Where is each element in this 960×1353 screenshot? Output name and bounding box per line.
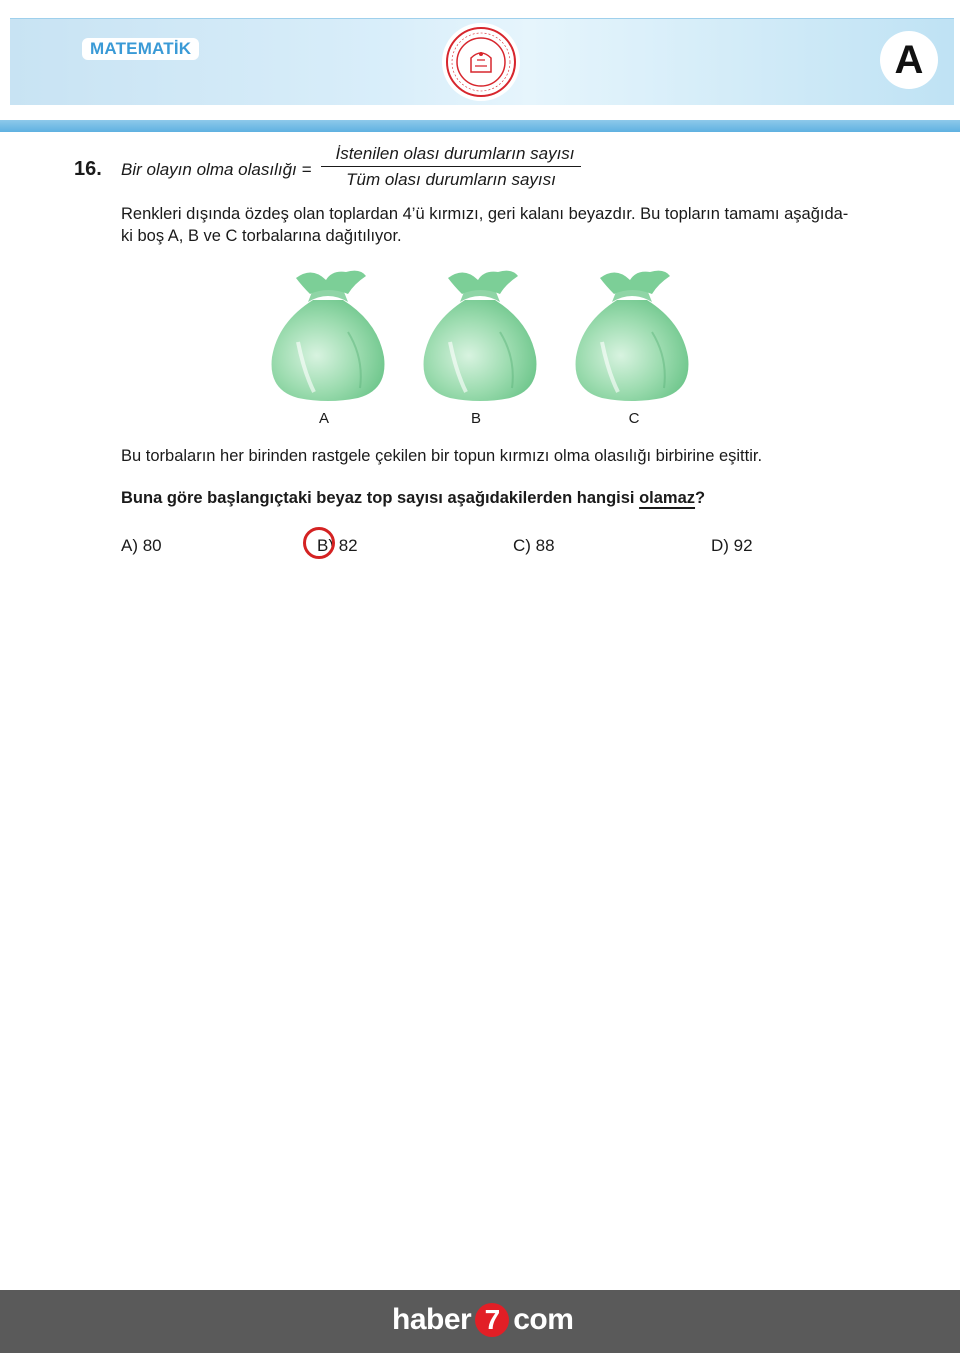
fraction-denominator: Tüm olası durumların sayısı [346,170,556,189]
bag-c-icon [576,271,689,401]
prompt-end: ? [695,489,706,507]
logo-text-com: com [513,1303,574,1336]
choice-a[interactable]: A) 80 [121,536,162,555]
bag-label-c: C [628,410,640,427]
subject-badge: MATEMATİK [82,38,199,60]
bag-a-icon [272,271,385,401]
logo-text-haber: haber [392,1303,472,1336]
probability-fraction [321,144,581,190]
header-rule [0,120,960,132]
fraction-numerator: İstenilen olası durumların sayısı [321,144,581,167]
bag-label-b: B [470,410,481,427]
choice-b[interactable]: B) 82 [317,536,358,555]
logo-seven-badge: 7 [475,1303,509,1337]
statement-line-2: ki boş A, B ve C torbalarına dağıtılıyor. [121,227,402,245]
bag-label-a: A [318,410,329,427]
choice-d[interactable]: D) 92 [711,536,753,555]
bag-b-icon [424,271,537,401]
question-condition: Bu torbaların her birinden rastgele çekilen bir topun kırmızı olma olasılığı birbirine eşittir. [121,447,763,465]
booklet-type-badge: A [880,31,938,89]
statement-line-1: Renkleri dışında özdeş olan toplardan 4’ü kırmızı, geri kalanı beyazdır. Bu topların tamamı aşağıda- [121,205,849,223]
ministry-seal-icon [441,22,521,102]
question-number: 16. [74,158,102,180]
probability-definition: Bir olayın olma olasılığı = [121,160,312,179]
prompt-negation: olamaz [639,489,696,507]
prompt-main: Buna göre başlangıçtaki beyaz top sayısı aşağıdakilerden hangisi [121,489,640,507]
question-statement [121,203,901,247]
footer-logo[interactable] [392,1300,573,1340]
answer-mark-circle [303,527,335,559]
choice-c[interactable]: C) 88 [513,536,555,555]
question-prompt [121,487,901,509]
bags-illustration [260,262,700,407]
